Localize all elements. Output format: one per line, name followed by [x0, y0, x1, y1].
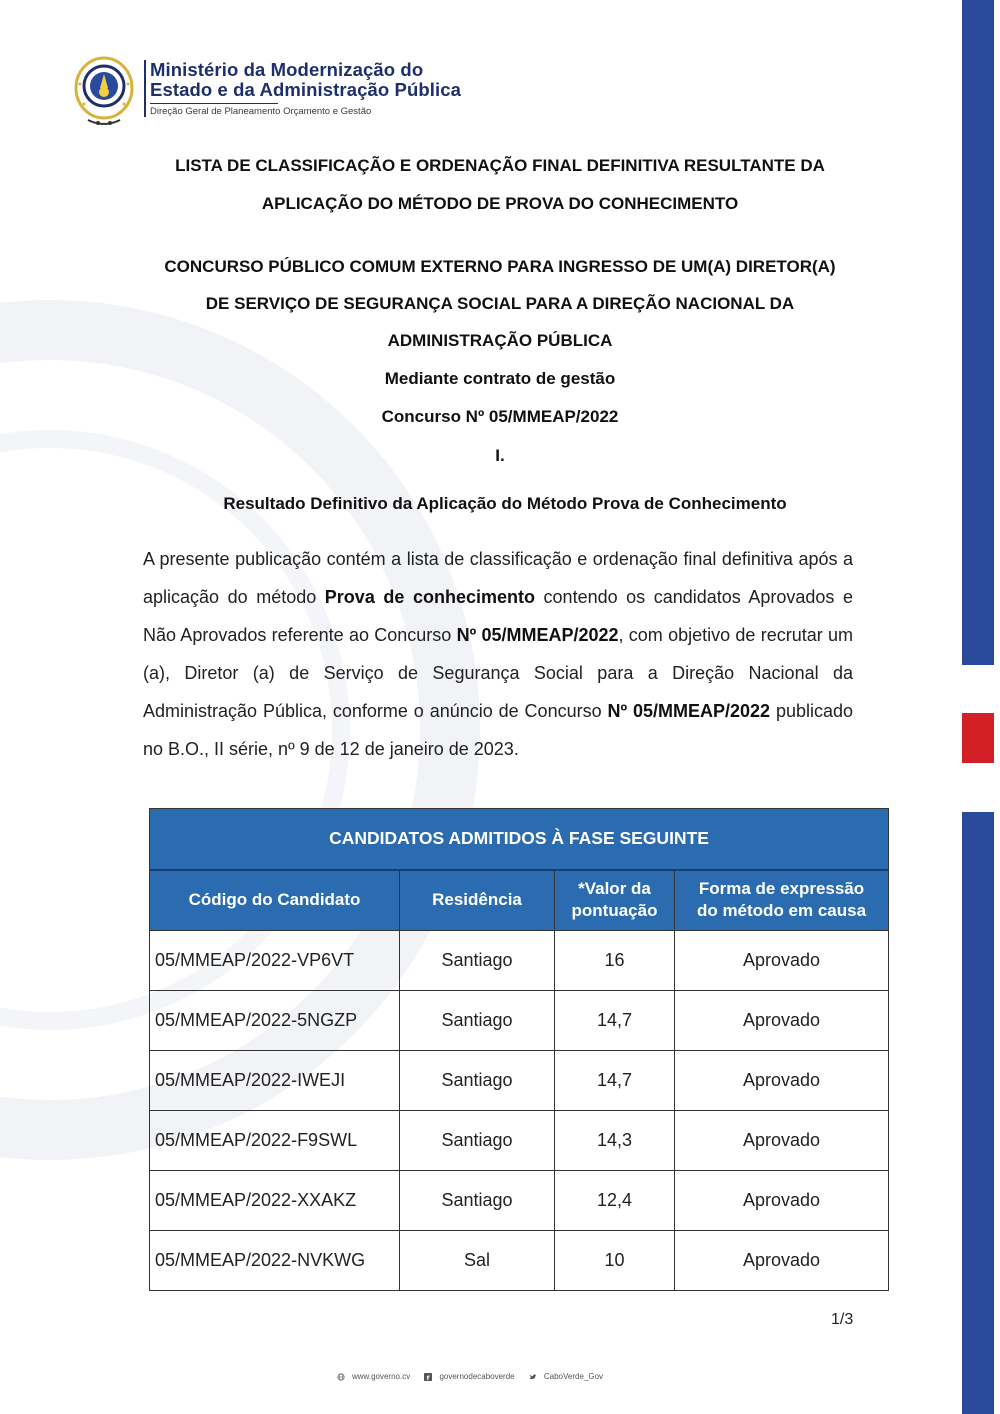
table-row: [150, 991, 889, 1051]
candidates-table: [149, 808, 889, 1291]
section-heading: Resultado Definitivo da Aplicação do Método Prova de Conhecimento: [223, 494, 787, 513]
table-row: [150, 1171, 889, 1231]
table-row: [150, 1231, 889, 1291]
footer-twitter-text: CaboVerde_Gov: [543, 1372, 604, 1381]
cell-code: 05/MMEAP/2022-NVKWG: [150, 1231, 400, 1291]
cell-result: Aprovado: [675, 1051, 889, 1111]
cell-score: 14,7: [555, 991, 675, 1051]
competition-title-line-3: ADMINISTRAÇÃO PÚBLICA: [387, 331, 613, 350]
cell-code: 05/MMEAP/2022-5NGZP: [150, 991, 400, 1051]
globe-icon: [337, 1373, 345, 1381]
cell-code: 05/MMEAP/2022-IWEJI: [150, 1051, 400, 1111]
section-number: I.: [495, 446, 505, 465]
cell-residence: Santiago: [400, 1171, 555, 1231]
cell-score: 10: [555, 1231, 675, 1291]
column-header-score-line-2: pontuação: [571, 901, 658, 921]
cell-result: Aprovado: [675, 991, 889, 1051]
cell-result: Aprovado: [675, 1111, 889, 1171]
side-stripe-blue-bottom: [962, 812, 994, 1414]
ministry-divider: [150, 103, 278, 104]
column-header-score: [555, 870, 675, 931]
cell-score: 16: [555, 931, 675, 991]
column-header-residence: Residência: [400, 870, 555, 931]
cell-residence: Sal: [400, 1231, 555, 1291]
footer-facebook-text: governodecaboverde: [439, 1372, 515, 1381]
paragraph-text-2: contendo os candidatos Aprovados e Não Aprovados referente ao Concurso: [143, 587, 853, 645]
cell-residence: Santiago: [400, 1051, 555, 1111]
column-header-code: Código do Candidato: [150, 870, 400, 931]
column-header-form-line-2: do método em causa: [696, 901, 867, 921]
footer-website-text: www.governo.cv: [351, 1372, 411, 1381]
ministry-name-block: [144, 60, 461, 117]
svg-text:f: f: [427, 1374, 430, 1381]
twitter-icon: [529, 1373, 537, 1381]
cell-result: Aprovado: [675, 931, 889, 991]
contract-type: Mediante contrato de gestão: [384, 369, 616, 388]
paragraph-bold-competition-2: Nº 05/MMEAP/2022: [607, 701, 771, 721]
paragraph-bold-competition-1: Nº 05/MMEAP/2022: [456, 625, 619, 645]
column-header-form: [675, 870, 889, 931]
table-row: [150, 1051, 889, 1111]
column-header-form-line-1: Forma de expressão: [698, 879, 865, 899]
document-title-line-1: LISTA DE CLASSIFICAÇÃO E ORDENAÇÃO FINAL DEFINITIVA RESULTANTE DA: [175, 156, 825, 175]
table-row: [150, 1111, 889, 1171]
cell-residence: Santiago: [400, 931, 555, 991]
footer-facebook[interactable]: [424, 1372, 520, 1381]
cell-code: 05/MMEAP/2022-F9SWL: [150, 1111, 400, 1171]
ministry-line-2: Estado e da Administração Pública: [150, 79, 462, 100]
ministry-line-1: Ministério da Modernização do: [150, 59, 424, 80]
cell-score: 14,3: [555, 1111, 675, 1171]
cell-result: Aprovado: [675, 1171, 889, 1231]
paragraph-bold-method: Prova de conhecimento: [324, 587, 535, 607]
document-title-line-2: APLICAÇÃO DO MÉTODO DE PROVA DO CONHECIMENTO: [261, 194, 739, 213]
facebook-icon: [424, 1373, 432, 1381]
footer-website[interactable]: [337, 1372, 416, 1381]
ministry-department: Direção Geral de Planeamento Orçamento e Gestão: [150, 106, 372, 117]
intro-paragraph: [143, 540, 853, 768]
competition-number: Concurso Nº 05/MMEAP/2022: [381, 407, 619, 426]
column-header-score-line-1: *Valor da: [578, 879, 651, 899]
table-row: [150, 931, 889, 991]
table-title: CANDIDATOS ADMITIDOS À FASE SEGUINTE: [150, 809, 889, 870]
cell-residence: Santiago: [400, 1111, 555, 1171]
paragraph-text-3: , com objetivo de recrutar um (a), Diretor (a) de Serviço de Segurança Social para a Direção Nacional da Administração Pública, conforme o anúncio de Concurso: [143, 625, 854, 721]
cell-result: Aprovado: [675, 1231, 889, 1291]
footer-twitter[interactable]: [529, 1372, 607, 1381]
footer-links: [0, 1372, 944, 1381]
cell-score: 14,7: [555, 1051, 675, 1111]
competition-title-line-1: CONCURSO PÚBLICO COMUM EXTERNO PARA INGRESSO DE UM(A) DIRETOR(A): [164, 257, 836, 276]
cell-score: 12,4: [555, 1171, 675, 1231]
side-stripe-red: [962, 713, 994, 763]
paragraph-text-1: A presente publicação contém a lista de classificação e ordenação final definitiva após a aplicação do método: [143, 549, 853, 607]
cell-code: 05/MMEAP/2022-VP6VT: [150, 931, 400, 991]
letterhead: [72, 54, 461, 130]
coat-of-arms-icon: [72, 54, 136, 130]
cell-code: 05/MMEAP/2022-XXAKZ: [150, 1171, 400, 1231]
paragraph-text-4: publicado no B.O., II série, nº 9 de 12 de janeiro de 2023.: [143, 701, 854, 759]
page-number: 1/3: [831, 1311, 854, 1328]
cell-residence: Santiago: [400, 991, 555, 1051]
competition-title-line-2: DE SERVIÇO DE SEGURANÇA SOCIAL PARA A DIREÇÃO NACIONAL DA: [205, 294, 795, 313]
